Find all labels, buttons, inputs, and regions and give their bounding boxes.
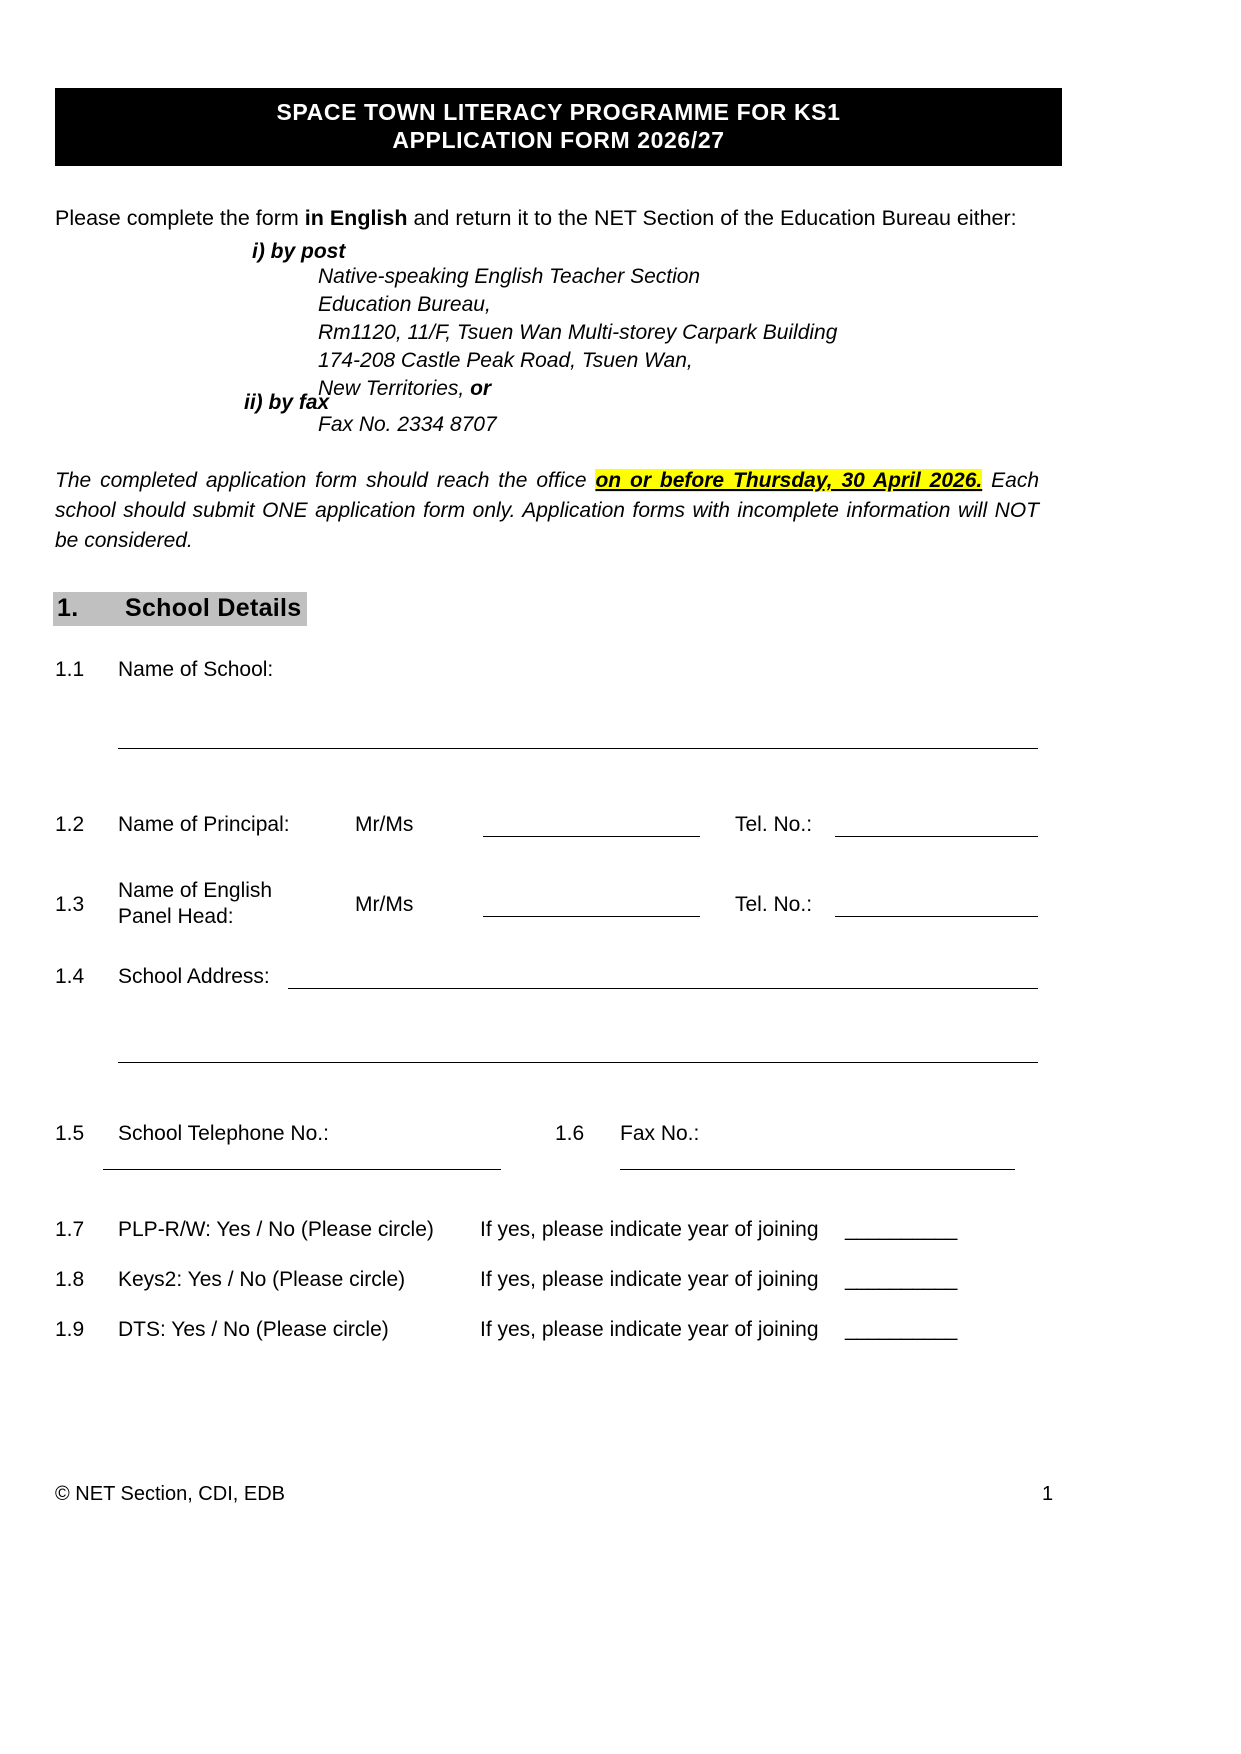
address-line-5-or: or: [470, 376, 492, 400]
field-label-english-panel-head: Name of English Panel Head:: [118, 879, 273, 929]
field-label-principal-tel: Tel. No.:: [735, 813, 813, 836]
field-number-1-7: 1.7: [55, 1218, 85, 1241]
address-line-4: 174-208 Castle Peak Road, Tsuen Wan,: [318, 348, 693, 372]
field-number-1-6: 1.6: [555, 1122, 585, 1145]
input-line-name-of-school[interactable]: [118, 748, 1038, 749]
address-line-2: Education Bureau,: [318, 292, 491, 316]
note-plp-rw-year: If yes, please indicate year of joining: [480, 1218, 819, 1241]
field-number-1-5: 1.5: [55, 1122, 85, 1145]
field-number-1-1: 1.1: [55, 658, 85, 681]
footer-page-number: 1: [1042, 1483, 1054, 1505]
banner-title-line-2: APPLICATION FORM 2026/27: [392, 127, 725, 153]
deadline-text-before: The completed application form should reach the office: [55, 469, 596, 492]
field-label-school-telephone: School Telephone No.:: [118, 1122, 329, 1145]
address-line-5-text: New Territories,: [318, 376, 471, 400]
input-blank-plp-rw-year[interactable]: __________: [845, 1218, 957, 1241]
banner-title-line-1: SPACE TOWN LITERACY PROGRAMME FOR KS1: [276, 99, 841, 126]
field-number-1-2: 1.2: [55, 813, 85, 836]
input-line-panel-head-name[interactable]: [483, 916, 700, 917]
postal-address-block: [318, 263, 837, 403]
intro-paragraph: [55, 205, 1065, 233]
note-keys2-year: If yes, please indicate year of joining: [480, 1268, 819, 1291]
input-blank-dts-year[interactable]: __________: [845, 1318, 957, 1341]
input-line-school-address-1[interactable]: [288, 988, 1038, 989]
field-label-keys2: Keys2: Yes / No (Please circle): [118, 1268, 406, 1291]
input-line-school-telephone[interactable]: [103, 1169, 501, 1170]
input-line-school-fax[interactable]: [620, 1169, 1015, 1170]
field-label-dts: DTS: Yes / No (Please circle): [118, 1318, 389, 1341]
fax-number-line: Fax No. 2334 8707: [318, 413, 497, 436]
footer-copyright: © NET Section, CDI, EDB: [55, 1483, 285, 1505]
input-line-school-address-2[interactable]: [118, 1062, 1038, 1063]
field-number-1-4: 1.4: [55, 965, 85, 988]
section-title: School Details: [125, 594, 302, 622]
salutation-principal: Mr/Ms: [355, 813, 414, 836]
input-line-panel-head-tel[interactable]: [835, 916, 1038, 917]
method-by-post-label: i) by post: [252, 240, 346, 263]
field-label-name-of-principal: Name of Principal:: [118, 813, 290, 836]
address-line-5: [318, 375, 837, 403]
intro-text-before: Please complete the form: [55, 206, 305, 230]
field-label-name-of-school: Name of School:: [118, 658, 274, 681]
address-line-1: Native-speaking English Teacher Section: [318, 265, 701, 288]
title-banner: [55, 88, 1062, 166]
section-number: 1.: [57, 594, 79, 622]
field-label-panel-head-tel: Tel. No.:: [735, 893, 813, 916]
field-number-1-3: 1.3: [55, 893, 85, 916]
input-line-principal-name[interactable]: [483, 836, 700, 837]
input-blank-keys2-year[interactable]: __________: [845, 1268, 957, 1291]
intro-text-bold: in English: [304, 206, 408, 230]
deadline-text-after: Each school should submit ONE application form only. Application forms with incomplete information will NOT be considered.: [55, 469, 1039, 553]
field-label-plp-rw: PLP-R/W: Yes / No (Please circle): [118, 1218, 434, 1241]
salutation-panel-head: Mr/Ms: [355, 893, 414, 916]
intro-text-after: and return it to the NET Section of the Education Bureau either:: [407, 206, 1017, 230]
section-heading-school-details: [53, 592, 307, 626]
input-line-principal-tel[interactable]: [835, 836, 1038, 837]
address-line-3: Rm1120, 11/F, Tsuen Wan Multi-storey Carpark Building: [318, 320, 838, 344]
deadline-paragraph: [55, 466, 1039, 557]
field-label-school-fax: Fax No.:: [620, 1122, 700, 1145]
note-dts-year: If yes, please indicate year of joining: [480, 1318, 819, 1341]
field-number-1-9: 1.9: [55, 1318, 85, 1341]
method-by-fax-label: ii) by fax: [244, 391, 330, 414]
field-number-1-8: 1.8: [55, 1268, 85, 1291]
field-label-school-address: School Address:: [118, 965, 270, 988]
deadline-highlight: on or before Thursday, 30 April 2026.: [595, 469, 983, 492]
